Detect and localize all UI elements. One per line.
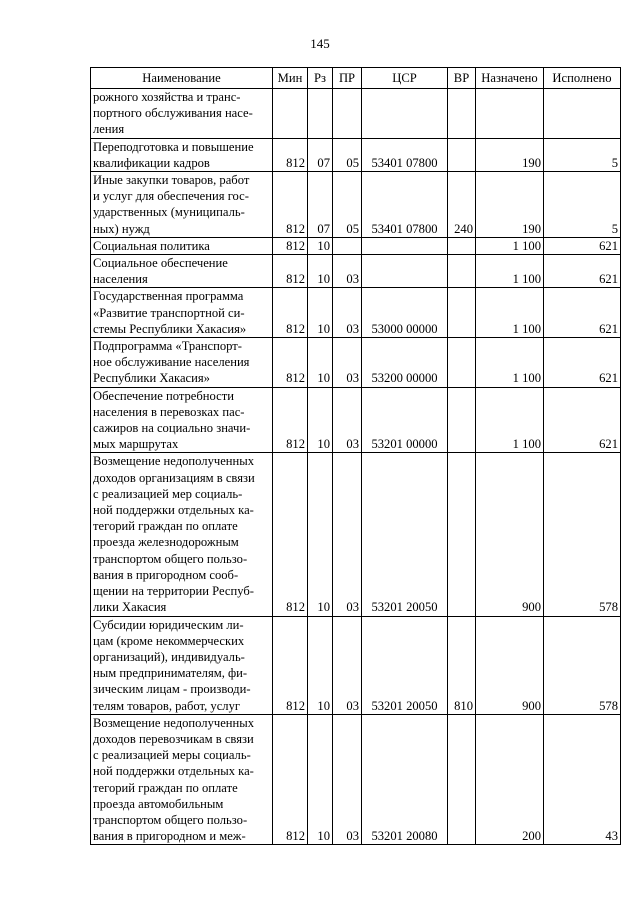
cell-assigned: 1 100 — [476, 255, 544, 288]
cell-pr: 05 — [333, 138, 362, 171]
name-line: квалификации кадров — [93, 155, 210, 170]
name-line: стемы Республики Хакасия» — [93, 321, 247, 336]
table-row — [91, 714, 621, 845]
cell-csr: 53200 00000 — [362, 338, 448, 388]
cell-csr: 53401 07800 — [362, 138, 448, 171]
cell-name — [91, 616, 273, 714]
cell-vr: 240 — [448, 172, 476, 238]
cell-min: 812 — [273, 387, 308, 453]
cell-name — [91, 172, 273, 238]
cell-min: 812 — [273, 453, 308, 616]
cell-name — [91, 453, 273, 616]
name-line: вания в пригородном и меж- — [93, 829, 246, 844]
cell-min: 812 — [273, 237, 308, 254]
name-line: щении на территории Респуб- — [93, 584, 254, 599]
name-line: Обеспечение потребности — [93, 388, 234, 403]
budget-table — [90, 67, 621, 845]
table-row — [91, 255, 621, 288]
cell-executed: 621 — [544, 237, 621, 254]
cell-assigned: 900 — [476, 616, 544, 714]
cell-vr — [448, 338, 476, 388]
column-header-csr: ЦСР — [362, 68, 448, 89]
cell-rz: 10 — [308, 237, 333, 254]
name-line: Социальная политика — [93, 238, 210, 253]
cell-executed: 43 — [544, 714, 621, 845]
name-line: лики Хакасия — [93, 600, 167, 615]
cell-assigned: 1 100 — [476, 387, 544, 453]
cell-vr — [448, 714, 476, 845]
cell-name — [91, 338, 273, 388]
cell-pr: 03 — [333, 387, 362, 453]
table-row — [91, 288, 621, 338]
name-line: Социальное обеспечение — [93, 256, 228, 271]
cell-min: 812 — [273, 255, 308, 288]
name-line: ное обслуживание населения — [93, 355, 250, 370]
name-line: ной поддержки отдельных ка- — [93, 503, 254, 518]
cell-assigned: 1 100 — [476, 288, 544, 338]
column-header-vr: ВР — [448, 68, 476, 89]
name-line: транспортом общего пользо- — [93, 551, 248, 566]
column-header-pr: ПР — [333, 68, 362, 89]
table-row — [91, 616, 621, 714]
column-header-assigned: Назначено — [476, 68, 544, 89]
table-row — [91, 387, 621, 453]
name-line: ным предпринимателям, фи- — [93, 666, 248, 681]
cell-vr: 810 — [448, 616, 476, 714]
cell-pr: 03 — [333, 338, 362, 388]
cell-assigned: 1 100 — [476, 338, 544, 388]
cell-executed: 621 — [544, 255, 621, 288]
cell-executed: 5 — [544, 138, 621, 171]
cell-min: 812 — [273, 172, 308, 238]
name-line: ления — [93, 122, 125, 137]
name-line: «Развитие транспортной си- — [93, 305, 245, 320]
name-line: транспортом общего пользо- — [93, 812, 248, 827]
cell-csr: 53201 20050 — [362, 616, 448, 714]
cell-rz: 10 — [308, 453, 333, 616]
name-line: Республики Хакасия» — [93, 371, 210, 386]
name-line: с реализацией мер социаль- — [93, 486, 243, 501]
name-line: Переподготовка и повышение — [93, 139, 254, 154]
cell-csr: 53000 00000 — [362, 288, 448, 338]
cell-executed: 621 — [544, 387, 621, 453]
name-line: Государственная программа — [93, 289, 244, 304]
cell-name — [91, 89, 273, 139]
cell-executed: 5 — [544, 172, 621, 238]
table-row — [91, 172, 621, 238]
table-row — [91, 338, 621, 388]
name-line: доходов перевозчикам в связи — [93, 731, 254, 746]
name-line: ударственных (муниципаль- — [93, 205, 245, 220]
cell-name — [91, 138, 273, 171]
cell-rz: 10 — [308, 255, 333, 288]
cell-vr — [448, 387, 476, 453]
name-line: сажиров на социально значи- — [93, 421, 251, 436]
cell-csr: 53401 07800 — [362, 172, 448, 238]
cell-rz: 10 — [308, 288, 333, 338]
name-line: населения — [93, 272, 148, 287]
cell-vr — [448, 237, 476, 254]
cell-executed: 578 — [544, 616, 621, 714]
cell-pr: 03 — [333, 616, 362, 714]
cell-csr — [362, 255, 448, 288]
cell-name — [91, 387, 273, 453]
name-line: Субсидии юридическим ли- — [93, 617, 244, 632]
cell-vr — [448, 288, 476, 338]
cell-min: 812 — [273, 616, 308, 714]
name-line: Возмещение недополученных — [93, 715, 255, 730]
cell-pr: 03 — [333, 288, 362, 338]
table-row — [91, 237, 621, 254]
cell-executed: 621 — [544, 338, 621, 388]
name-line: рожного хозяйства и транс- — [93, 90, 241, 104]
header-row — [91, 68, 621, 89]
cell-assigned: 200 — [476, 714, 544, 845]
table-row — [91, 138, 621, 171]
cell-min — [273, 89, 308, 139]
cell-csr: 53201 20050 — [362, 453, 448, 616]
cell-min: 812 — [273, 138, 308, 171]
name-line: тегорий граждан по оплате — [93, 519, 238, 534]
cell-csr: 53201 20080 — [362, 714, 448, 845]
cell-pr: 03 — [333, 714, 362, 845]
name-line: с реализацией меры социаль- — [93, 748, 251, 763]
column-header-min: Мин — [273, 68, 308, 89]
cell-name — [91, 255, 273, 288]
cell-rz: 10 — [308, 387, 333, 453]
name-line: населения в перевозках пас- — [93, 404, 245, 419]
cell-assigned — [476, 89, 544, 139]
name-line: организаций), индивидуаль- — [93, 649, 245, 664]
cell-vr — [448, 89, 476, 139]
cell-min: 812 — [273, 714, 308, 845]
cell-executed — [544, 89, 621, 139]
name-line: мых маршрутах — [93, 437, 179, 452]
name-line: Подпрограмма «Транспорт- — [93, 339, 243, 354]
cell-assigned: 900 — [476, 453, 544, 616]
name-line: ной поддержки отдельных ка- — [93, 764, 254, 779]
name-line: доходов организациям в связи — [93, 470, 255, 485]
cell-vr — [448, 138, 476, 171]
cell-rz: 10 — [308, 338, 333, 388]
cell-name — [91, 714, 273, 845]
name-line: телям товаров, работ, услуг — [93, 698, 241, 713]
name-line: ных) нужд — [93, 221, 150, 236]
cell-assigned: 1 100 — [476, 237, 544, 254]
cell-csr: 53201 00000 — [362, 387, 448, 453]
table-row — [91, 453, 621, 616]
cell-executed: 621 — [544, 288, 621, 338]
cell-rz: 07 — [308, 172, 333, 238]
name-line: проезда автомобильным — [93, 796, 224, 811]
cell-csr — [362, 237, 448, 254]
page-number: 145 — [310, 36, 330, 51]
name-line: проезда железнодорожным — [93, 535, 239, 550]
name-line: портного обслуживания насе- — [93, 106, 253, 121]
cell-rz — [308, 89, 333, 139]
column-header-rz: Рз — [308, 68, 333, 89]
cell-csr — [362, 89, 448, 139]
cell-assigned: 190 — [476, 138, 544, 171]
cell-rz: 10 — [308, 714, 333, 845]
cell-assigned: 190 — [476, 172, 544, 238]
cell-rz: 10 — [308, 616, 333, 714]
table-row — [91, 89, 621, 139]
name-line: и услуг для обеспечения гос- — [93, 189, 249, 204]
cell-vr — [448, 453, 476, 616]
table-body — [91, 89, 621, 845]
cell-vr — [448, 255, 476, 288]
name-line: Иные закупки товаров, работ — [93, 173, 250, 188]
cell-name — [91, 288, 273, 338]
column-header-name: Наименование — [91, 68, 273, 89]
cell-pr: 05 — [333, 172, 362, 238]
cell-pr: 03 — [333, 255, 362, 288]
cell-name — [91, 237, 273, 254]
cell-min: 812 — [273, 338, 308, 388]
cell-min: 812 — [273, 288, 308, 338]
cell-pr — [333, 237, 362, 254]
name-line: цам (кроме некоммерческих — [93, 633, 245, 648]
name-line: Возмещение недополученных — [93, 454, 255, 469]
cell-executed: 578 — [544, 453, 621, 616]
name-line: тегорий граждан по оплате — [93, 780, 238, 795]
name-line: вания в пригородном сооб- — [93, 567, 239, 582]
cell-pr — [333, 89, 362, 139]
cell-pr: 03 — [333, 453, 362, 616]
name-line: зическим лицам - производи- — [93, 682, 251, 697]
cell-rz: 07 — [308, 138, 333, 171]
column-header-executed: Исполнено — [544, 68, 621, 89]
